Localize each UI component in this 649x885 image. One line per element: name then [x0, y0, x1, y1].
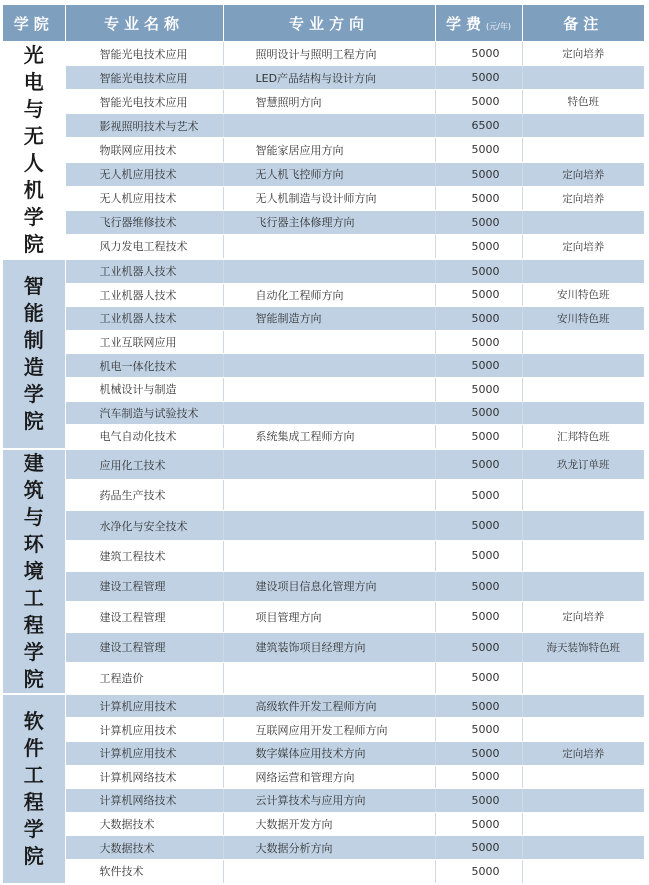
major-cell: 计算机应用技术 [65, 741, 223, 765]
major-cell: 影视照明技术与艺术 [65, 114, 223, 138]
direction-cell [223, 541, 435, 571]
direction-cell: 网络运营和管理方向 [223, 765, 435, 789]
direction-cell: 建设项目信息化管理方向 [223, 571, 435, 601]
header-fee [435, 5, 522, 42]
note-cell [522, 510, 644, 540]
note-cell [522, 541, 644, 571]
college-name: 光电与无人机学院 [23, 43, 44, 256]
table-row [3, 307, 644, 331]
college-name: 智能制造学院 [23, 273, 44, 433]
major-cell: 风力发电工程技术 [65, 234, 223, 259]
fee-cell: 5000 [435, 210, 522, 234]
fee-cell: 5000 [435, 836, 522, 860]
table-row [3, 632, 644, 662]
note-cell [522, 765, 644, 789]
fee-cell: 5000 [435, 510, 522, 540]
direction-cell: 互联网应用开发工程师方向 [223, 718, 435, 742]
note-cell: 定向培养 [522, 234, 644, 259]
note-cell: 特色班 [522, 90, 644, 114]
table-row [3, 354, 644, 378]
direction-cell [223, 354, 435, 378]
table-row [3, 571, 644, 601]
table-row [3, 859, 644, 883]
direction-cell [223, 114, 435, 138]
direction-cell [223, 859, 435, 883]
fee-cell: 5000 [435, 354, 522, 378]
table-row [3, 449, 644, 480]
fee-cell: 5000 [435, 259, 522, 283]
table-body [3, 42, 644, 884]
note-cell [522, 718, 644, 742]
direction-cell: 智慧照明方向 [223, 90, 435, 114]
fee-cell: 5000 [435, 632, 522, 662]
fee-cell: 5000 [435, 765, 522, 789]
direction-cell [223, 480, 435, 510]
header-fee-label: 学费 [446, 14, 487, 33]
table-row [3, 42, 644, 66]
note-cell [522, 377, 644, 401]
direction-cell: 照明设计与照明工程方向 [223, 42, 435, 66]
table-row [3, 541, 644, 571]
college-name-cell [3, 694, 65, 884]
direction-cell: 大数据分析方向 [223, 836, 435, 860]
note-cell [522, 114, 644, 138]
fee-cell: 5000 [435, 718, 522, 742]
major-cell: 计算机应用技术 [65, 694, 223, 718]
header-fee-unit: (元/年) [486, 21, 511, 31]
direction-cell [223, 449, 435, 480]
table-row [3, 330, 644, 354]
major-cell: 建设工程管理 [65, 632, 223, 662]
table-row [3, 694, 644, 718]
major-cell: 电气自动化技术 [65, 425, 223, 449]
direction-cell [223, 401, 435, 425]
table-row [3, 425, 644, 449]
table-row [3, 836, 644, 860]
fee-cell: 5000 [435, 66, 522, 90]
table-row [3, 138, 644, 162]
table-row [3, 90, 644, 114]
fee-cell: 5000 [435, 283, 522, 307]
note-cell: 安川特色班 [522, 307, 644, 331]
major-cell: 工业机器人技术 [65, 259, 223, 283]
fee-cell: 5000 [435, 425, 522, 449]
direction-cell [223, 259, 435, 283]
note-cell [522, 859, 644, 883]
fee-cell: 5000 [435, 694, 522, 718]
table-row [3, 602, 644, 632]
table-row [3, 210, 644, 234]
table-row [3, 663, 644, 694]
college-name: 建筑与环境工程学院 [23, 450, 44, 691]
fee-cell: 5000 [435, 571, 522, 601]
note-cell [522, 330, 644, 354]
college-name-cell [3, 42, 65, 260]
note-cell [522, 836, 644, 860]
header-note: 备注 [522, 5, 644, 42]
tuition-table-container [3, 5, 644, 885]
fee-cell: 5000 [435, 812, 522, 836]
tuition-table [3, 5, 644, 885]
table-row [3, 162, 644, 186]
major-cell: 水净化与安全技术 [65, 510, 223, 540]
table-row [3, 480, 644, 510]
fee-cell: 5000 [435, 234, 522, 259]
table-row [3, 66, 644, 90]
table-row [3, 765, 644, 789]
major-cell: 建设工程管理 [65, 602, 223, 632]
direction-cell: 飞行器主体修理方向 [223, 210, 435, 234]
direction-cell: 智能制造方向 [223, 307, 435, 331]
direction-cell: 数字媒体应用技术方向 [223, 741, 435, 765]
major-cell: 智能光电技术应用 [65, 66, 223, 90]
fee-cell: 5000 [435, 186, 522, 210]
fee-cell: 5000 [435, 859, 522, 883]
note-cell: 汇邦特色班 [522, 425, 644, 449]
major-cell: 大数据技术 [65, 812, 223, 836]
note-cell [522, 210, 644, 234]
note-cell: 玖龙订单班 [522, 449, 644, 480]
header-major: 专业名称 [65, 5, 223, 42]
note-cell [522, 259, 644, 283]
direction-cell: 大数据开发方向 [223, 812, 435, 836]
major-cell: 工业互联网应用 [65, 330, 223, 354]
direction-cell: 自动化工程师方向 [223, 283, 435, 307]
fee-cell: 5000 [435, 480, 522, 510]
major-cell: 汽车制造与试验技术 [65, 401, 223, 425]
note-cell: 定向培养 [522, 741, 644, 765]
fee-cell: 5000 [435, 401, 522, 425]
direction-cell: 建筑装饰项目经理方向 [223, 632, 435, 662]
college-name-cell [3, 449, 65, 694]
note-cell [522, 138, 644, 162]
direction-cell [223, 234, 435, 259]
major-cell: 智能光电技术应用 [65, 90, 223, 114]
direction-cell [223, 377, 435, 401]
major-cell: 物联网应用技术 [65, 138, 223, 162]
major-cell: 建设工程管理 [65, 571, 223, 601]
college-name: 软件工程学院 [23, 708, 44, 868]
major-cell: 无人机应用技术 [65, 186, 223, 210]
major-cell: 应用化工技术 [65, 449, 223, 480]
note-cell [522, 663, 644, 694]
table-row [3, 186, 644, 210]
major-cell: 建筑工程技术 [65, 541, 223, 571]
fee-cell: 5000 [435, 741, 522, 765]
note-cell [522, 401, 644, 425]
major-cell: 飞行器维修技术 [65, 210, 223, 234]
fee-cell: 5000 [435, 330, 522, 354]
direction-cell: 智能家居应用方向 [223, 138, 435, 162]
direction-cell [223, 330, 435, 354]
major-cell: 工程造价 [65, 663, 223, 694]
fee-cell: 6500 [435, 114, 522, 138]
major-cell: 大数据技术 [65, 836, 223, 860]
fee-cell: 5000 [435, 789, 522, 813]
direction-cell: 高级软件开发工程师方向 [223, 694, 435, 718]
note-cell: 定向培养 [522, 602, 644, 632]
fee-cell: 5000 [435, 138, 522, 162]
note-cell [522, 812, 644, 836]
header-direction: 专业方向 [223, 5, 435, 42]
direction-cell: 系统集成工程师方向 [223, 425, 435, 449]
direction-cell: 云计算技术与应用方向 [223, 789, 435, 813]
table-row [3, 741, 644, 765]
major-cell: 机电一体化技术 [65, 354, 223, 378]
table-row [3, 377, 644, 401]
direction-cell: 无人机飞控师方向 [223, 162, 435, 186]
table-row [3, 812, 644, 836]
note-cell [522, 571, 644, 601]
direction-cell [223, 663, 435, 694]
major-cell: 工业机器人技术 [65, 307, 223, 331]
table-row [3, 718, 644, 742]
direction-cell: 项目管理方向 [223, 602, 435, 632]
fee-cell: 5000 [435, 42, 522, 66]
table-header [3, 5, 644, 42]
direction-cell [223, 510, 435, 540]
major-cell: 计算机应用技术 [65, 718, 223, 742]
note-cell [522, 480, 644, 510]
note-cell: 定向培养 [522, 162, 644, 186]
major-cell: 机械设计与制造 [65, 377, 223, 401]
fee-cell: 5000 [435, 377, 522, 401]
table-row [3, 401, 644, 425]
header-row [3, 5, 644, 42]
table-row [3, 283, 644, 307]
major-cell: 计算机网络技术 [65, 765, 223, 789]
note-cell [522, 354, 644, 378]
direction-cell: LED产品结构与设计方向 [223, 66, 435, 90]
fee-cell: 5000 [435, 449, 522, 480]
fee-cell: 5000 [435, 602, 522, 632]
fee-cell: 5000 [435, 162, 522, 186]
fee-cell: 5000 [435, 90, 522, 114]
table-row [3, 259, 644, 283]
table-row [3, 234, 644, 259]
major-cell: 药品生产技术 [65, 480, 223, 510]
note-cell [522, 789, 644, 813]
fee-cell: 5000 [435, 663, 522, 694]
direction-cell: 无人机制造与设计师方向 [223, 186, 435, 210]
fee-cell: 5000 [435, 307, 522, 331]
note-cell: 定向培养 [522, 42, 644, 66]
fee-cell: 5000 [435, 541, 522, 571]
note-cell [522, 66, 644, 90]
header-college: 学院 [3, 5, 65, 42]
table-row [3, 789, 644, 813]
major-cell: 计算机网络技术 [65, 789, 223, 813]
major-cell: 智能光电技术应用 [65, 42, 223, 66]
note-cell: 安川特色班 [522, 283, 644, 307]
major-cell: 无人机应用技术 [65, 162, 223, 186]
note-cell: 定向培养 [522, 186, 644, 210]
table-row [3, 510, 644, 540]
table-row [3, 114, 644, 138]
note-cell: 海天装饰特色班 [522, 632, 644, 662]
major-cell: 软件技术 [65, 859, 223, 883]
major-cell: 工业机器人技术 [65, 283, 223, 307]
college-name-cell [3, 259, 65, 449]
note-cell [522, 694, 644, 718]
